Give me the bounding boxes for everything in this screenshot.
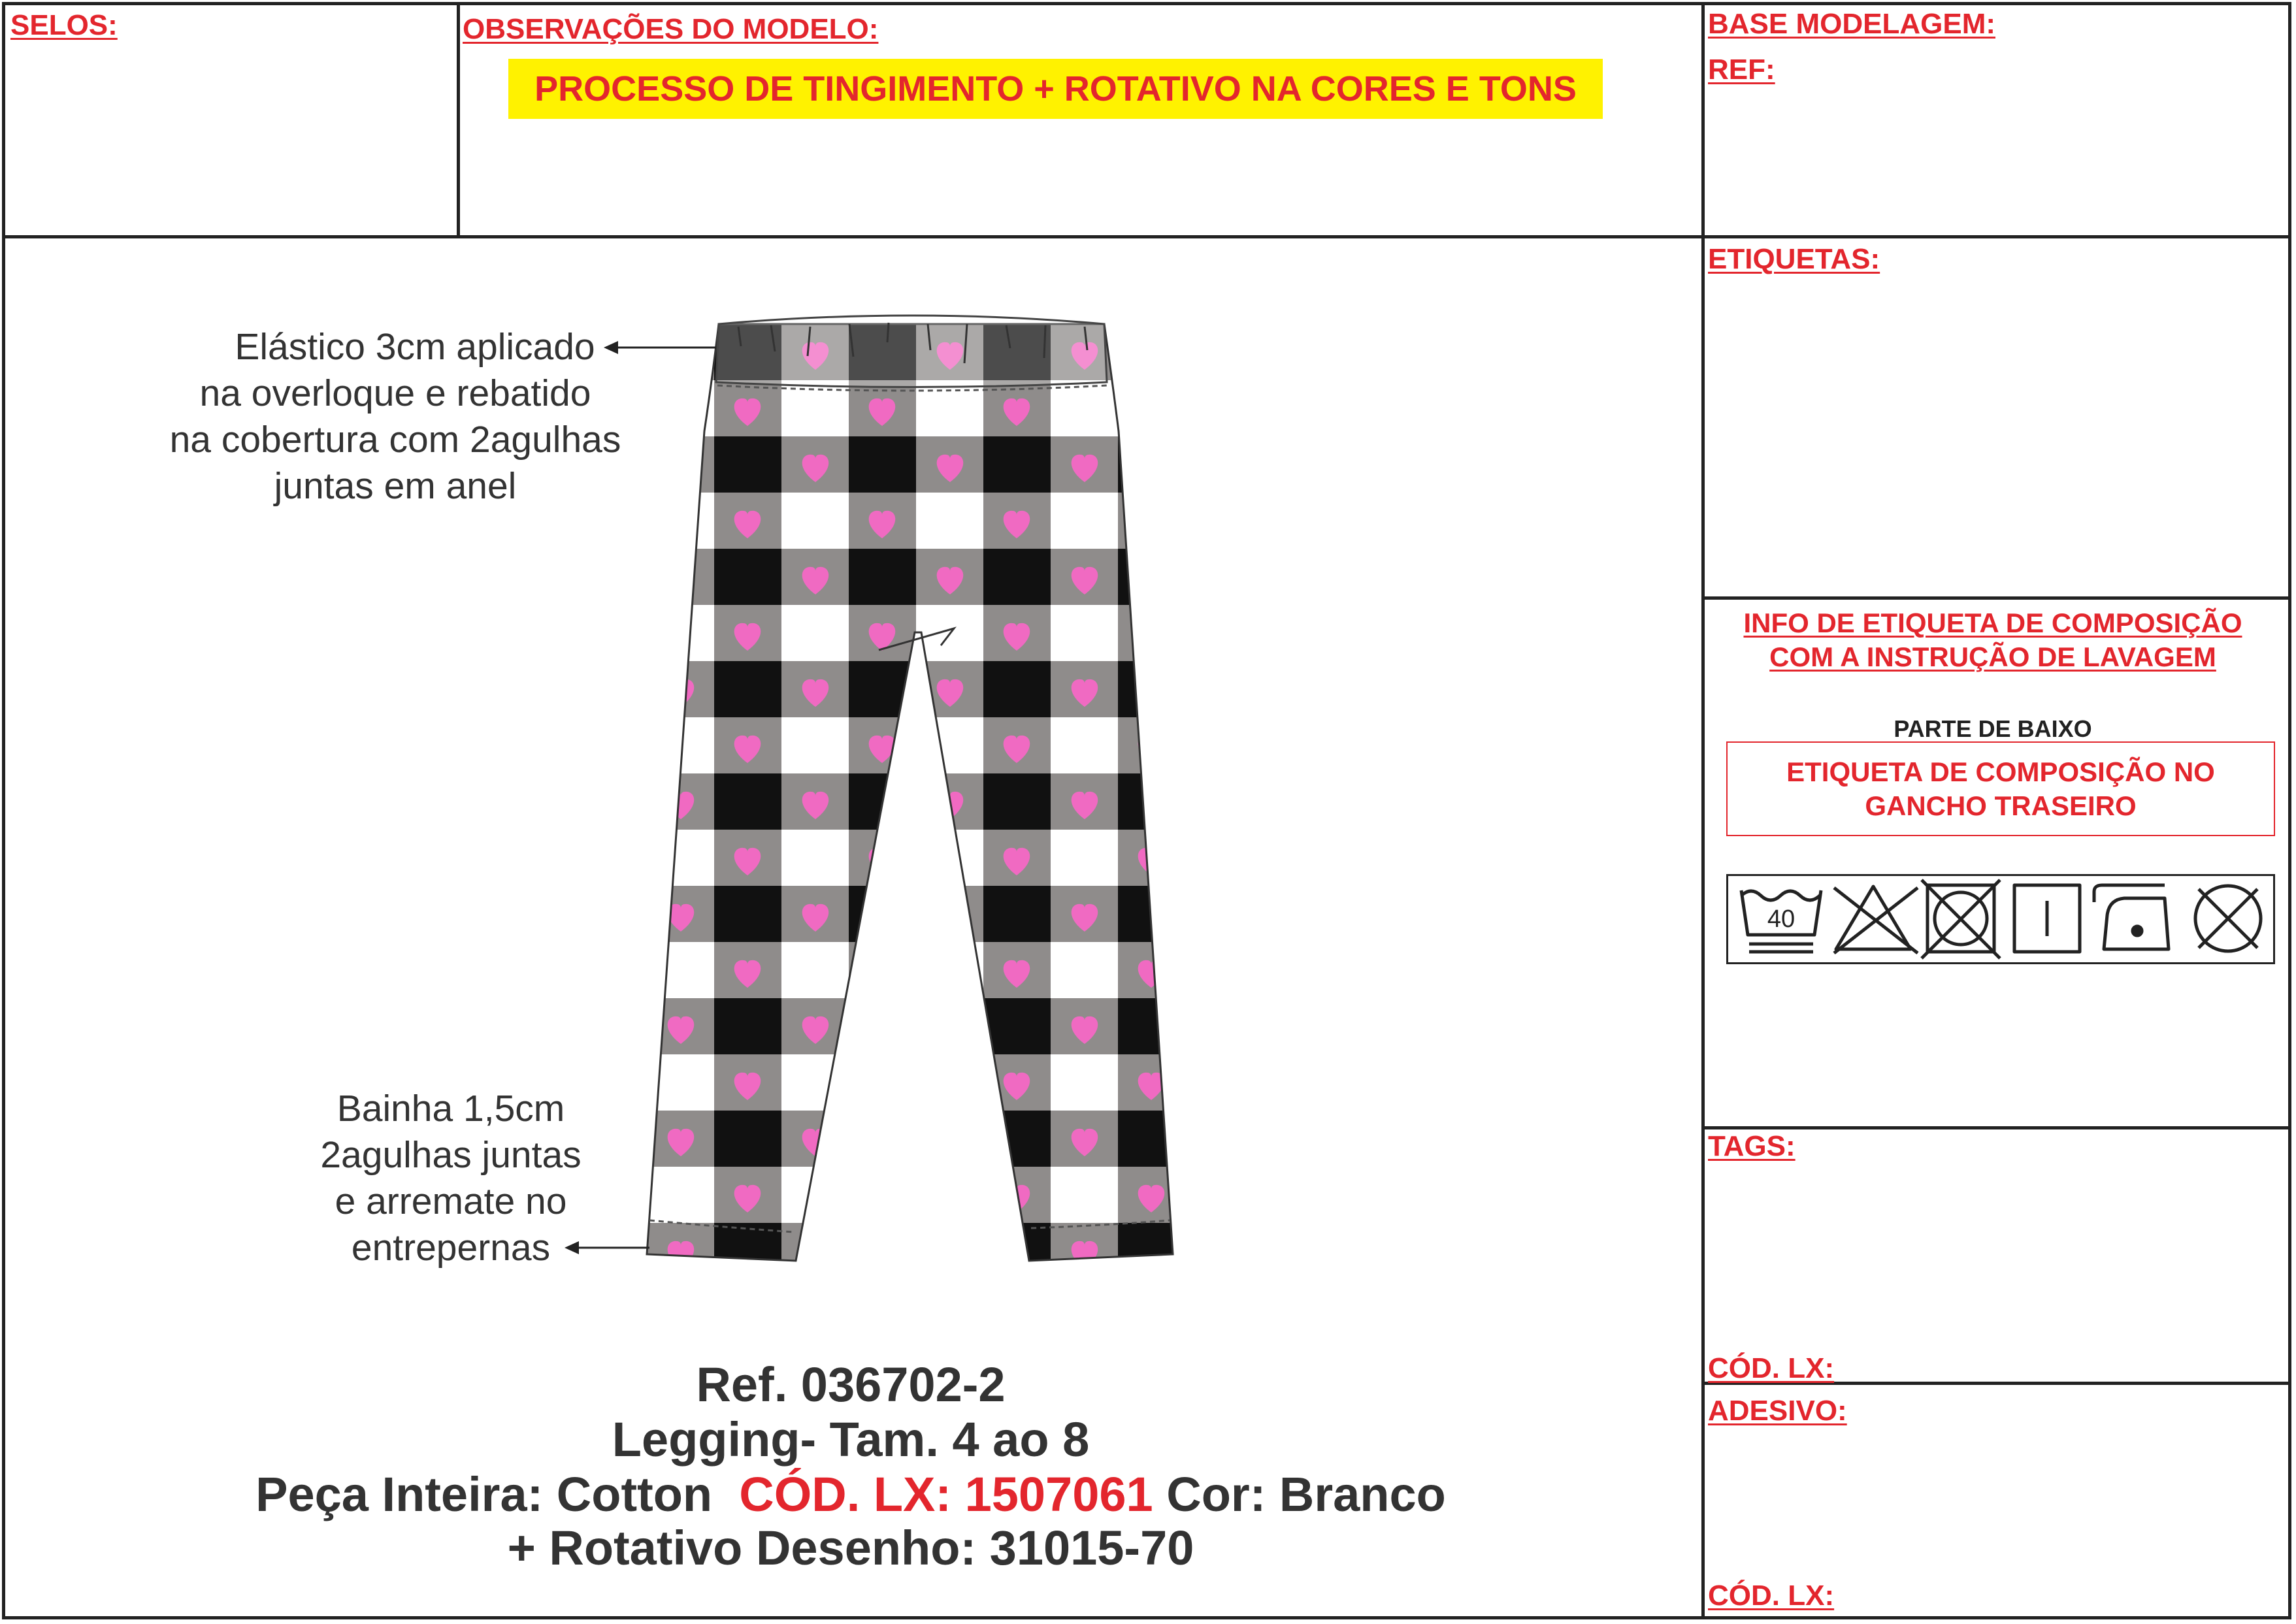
etiquetas-divider <box>1701 596 2291 600</box>
product-name: Legging- Tam. 4 ao 8 <box>612 1412 1090 1467</box>
adesivo-cod-lx-label: CÓD. LX: <box>1708 1580 1835 1612</box>
info-title-line1: INFO DE ETIQUETA DE COMPOSIÇÃO <box>1743 608 2242 638</box>
product-fabric-line <box>0 1467 1701 1522</box>
info-divider <box>1701 1126 2291 1129</box>
product-print: + Rotativo Desenho: 31015-70 <box>507 1521 1194 1575</box>
elastic-note-line3: na cobertura com 2agulhas <box>169 419 621 461</box>
observacao-highlight: PROCESSO DE TINGIMENTO + ROTATIVO NA CORES E TONS <box>508 59 1603 119</box>
base-modelagem-label: BASE MODELAGEM: <box>1708 8 1995 40</box>
fabric-prefix: Peça Inteira: Cotton <box>255 1467 713 1521</box>
elastic-note-line4: juntas em anel <box>274 465 517 507</box>
parte-de-baixo-label: PARTE DE BAIXO <box>1894 715 2092 742</box>
hem-leader-arrow <box>565 1241 649 1254</box>
iron-low-icon <box>2094 885 2169 949</box>
selos-label: SELOS: <box>10 9 118 41</box>
no-bleach-icon <box>1834 886 1918 953</box>
line-dry-icon <box>2014 885 2080 952</box>
wash-40-icon <box>1741 890 1821 952</box>
composition-line2: GANCHO TRASEIRO <box>1865 790 2137 821</box>
composition-label-box <box>1726 741 2275 836</box>
elastic-leader-arrow <box>604 341 716 354</box>
product-ref: Ref. 036702-2 <box>696 1357 1006 1412</box>
elastic-waistband <box>716 316 1107 391</box>
tags-label: TAGS: <box>1708 1130 1796 1162</box>
tags-cod-lx-label: CÓD. LX: <box>1708 1352 1835 1384</box>
no-dry-clean-icon <box>2195 886 2261 951</box>
hem-note-line4: entrepernas <box>351 1227 551 1269</box>
etiquetas-label: ETIQUETAS: <box>1708 243 1880 275</box>
composition-line1: ETIQUETA DE COMPOSIÇÃO NO <box>1786 756 2215 787</box>
sidebar-divider <box>1701 2 1705 1619</box>
svg-text:40: 40 <box>1767 905 1796 933</box>
care-symbols <box>1728 876 2273 962</box>
hem-note-line3: e arremate no <box>335 1180 567 1222</box>
product-color: Cor: Branco <box>1166 1467 1446 1521</box>
care-symbols-box <box>1726 874 2275 964</box>
hem-note-line1: Bainha 1,5cm <box>336 1088 565 1129</box>
elastic-note-line2: na overloque e rebatido <box>199 372 591 414</box>
product-cod-lx: CÓD. LX: 1507061 <box>739 1467 1153 1521</box>
info-title-line2: COM A INSTRUÇÃO DE LAVAGEM <box>1769 641 2216 672</box>
elastic-note-line1: Elástico 3cm aplicado <box>235 326 595 368</box>
ref-label: REF: <box>1708 54 1775 86</box>
adesivo-label: ADESIVO: <box>1708 1395 1847 1427</box>
hem-note-line2: 2agulhas juntas <box>320 1134 582 1176</box>
observacoes-label: OBSERVAÇÕES DO MODELO: <box>463 13 879 45</box>
composition-info-title <box>1705 606 2280 674</box>
no-tumble-dry-icon <box>1922 880 2000 958</box>
leggings-body <box>640 314 1183 1267</box>
